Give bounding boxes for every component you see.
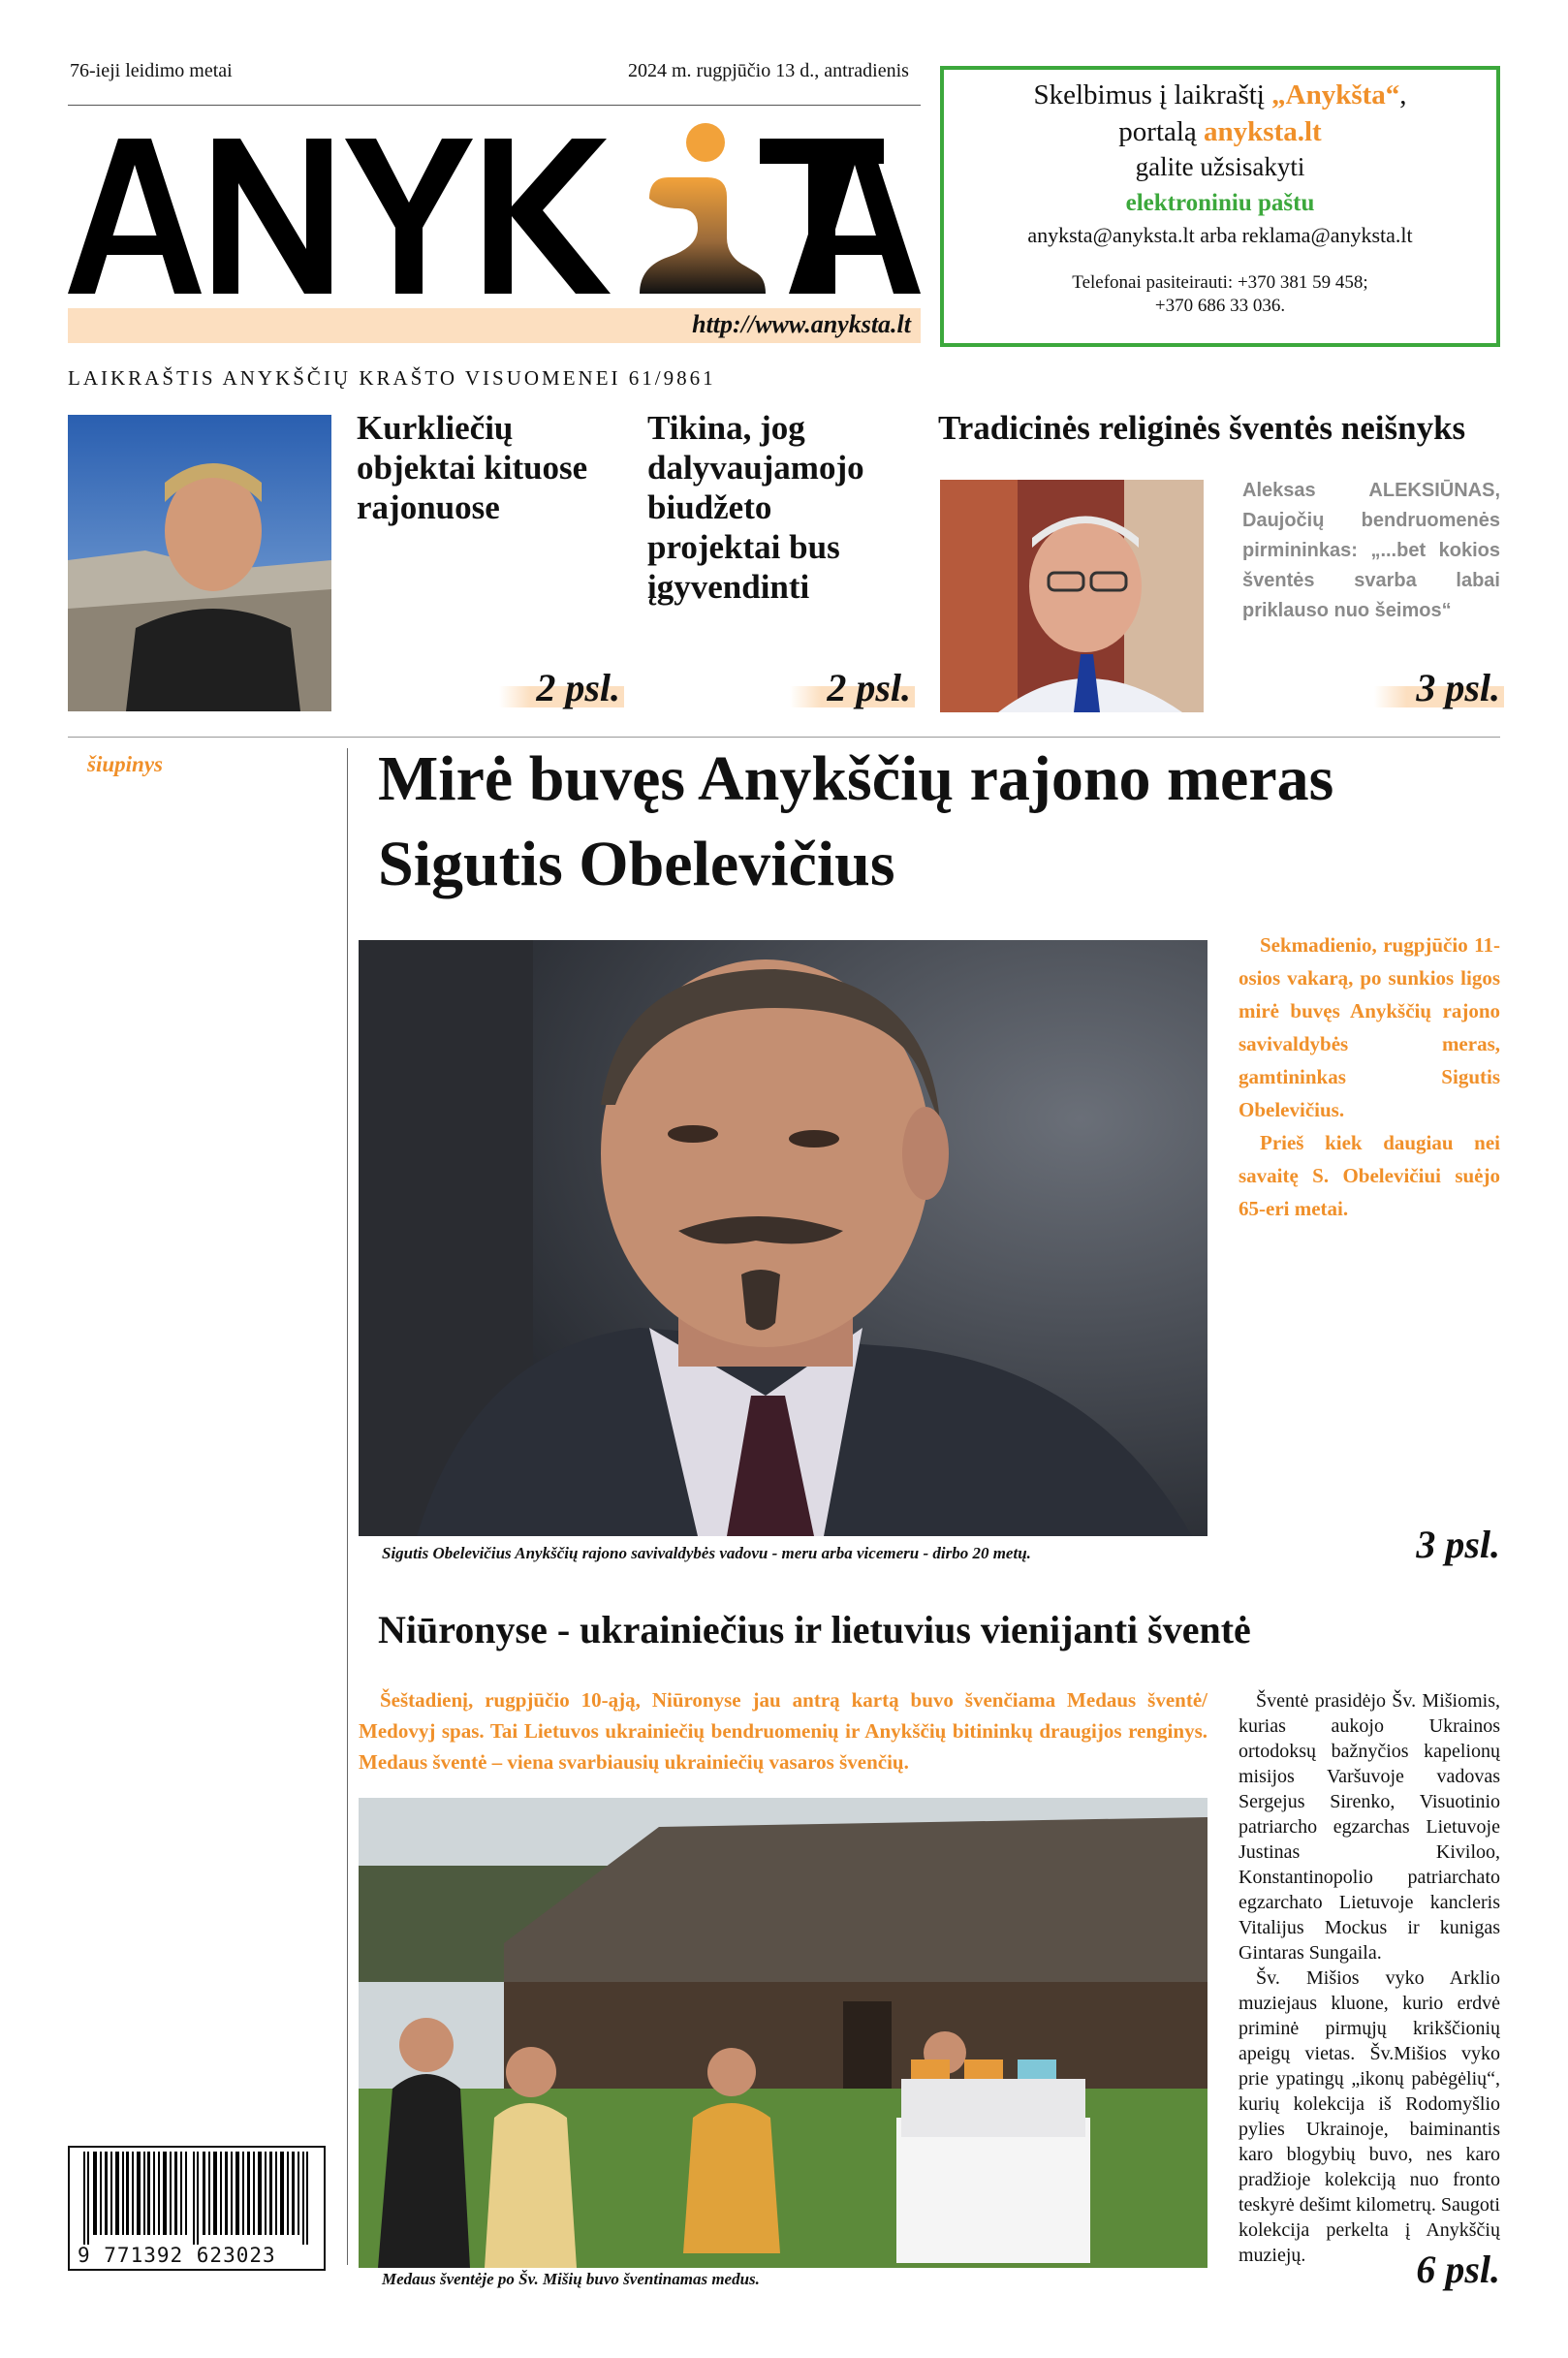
second-story-photo[interactable] [359,1798,1207,2268]
second-story-headline[interactable]: Niūronyse - ukrainiečius ir lietuvius vienijanti šventė [378,1608,1251,1651]
ad-line-4: elektroniniu paštu [1125,190,1315,217]
barcode-bars [70,2152,324,2247]
main-lead-paragraph-2: Prieš kiek daugiau nei savaitę S. Obelevičiui suėjo 65-eri metai. [1239,1131,1500,1220]
sidebar-vertical-rule [347,748,348,2265]
main-story-caption: Sigutis Obelevičius Anykščių rajono savivaldybės vadovu - meru arba vicemeru - dirbo 20 metų. [382,1544,1031,1562]
ad-line-2 [944,114,1496,151]
ad-line-1-text: Skelbimus į laikraštį [1033,79,1272,110]
site-url[interactable]: http://www.anyksta.lt [692,310,911,338]
ad-line-1 [944,78,1496,114]
second-story-page[interactable]: 6 psl. [1416,2248,1500,2291]
main-lead-paragraph-1: Sekmadienio, rugpjūčio 11-osios vakarą, po sunkios ligos mirė buvęs Anykščių rajono savivaldybės meras, gamtininkas Sigutis Obelevičius. [1239,933,1500,1121]
second-story-lead: Šeštadienį, rugpjūčio 10-ąją, Niūronyse jau antrą kartą buvo švenčiama Medaus šventė/ Medovyj spas. Tai Lietuvos ukrainiečių bendruomenių ir Anykščių bitininkų draugijos renginys. Medaus šventė – viena svarbiausių ukrainiečių vasaros švenčių. [359,1688,1207,1774]
teaser-2-headline[interactable]: Tikina, jog dalyvaujamojo biudžeto projektai bus įgyvendinti [647,409,864,606]
masthead-logo [68,121,921,296]
advertising-box [940,66,1500,347]
ad-brand-newspaper: „Anykšta“ [1271,79,1400,110]
ad-emails[interactable]: anyksta@anyksta.lt arba reklama@anyksta.lt [1027,222,1413,247]
speaker-portrait-image [940,480,1204,712]
teaser-3-photo[interactable] [940,480,1204,712]
url-bar [68,308,921,343]
quarry-portrait-image [68,415,331,711]
second-story-body [1239,1688,1500,2268]
teaser-1-headline[interactable]: Kurkliečių objektai kituose rajonuose [357,409,588,526]
sidebar-label: šiupinys [87,752,163,776]
teaser-3-headline[interactable]: Tradicinės religinės šventės neišnyks [938,409,1466,447]
teaser-2-page[interactable]: 2 psl. [790,669,915,707]
teaser-1-page[interactable]: 2 psl. [499,669,624,707]
teaser-3-quote: Aleksas ALEKSIŪNAS, Daujočių bendruomenės pirmininkas: „...bet kokios šventės svarba labai priklauso nuo šeimos“ [1242,480,1500,621]
masthead-rule [68,105,921,106]
issue-date: 2024 m. rugpjūčio 13 d., antradienis [628,60,909,81]
main-story-lead [1239,928,1500,1225]
main-story-page[interactable]: 3 psl. [1416,1523,1500,1566]
ad-line-1-suffix: , [1399,79,1407,110]
barcode [68,2146,326,2271]
mayor-portrait-image [359,940,1207,1536]
honey-festival-image [359,1798,1207,2268]
second-story-caption: Medaus šventėje po Šv. Mišių buvo šventinamas medus. [382,2270,760,2288]
ad-line-3: galite užsisakyti [1135,152,1305,182]
ad-line-2-text: portalą [1118,115,1205,147]
second-body-paragraph-1: Šventė prasidėjo Šv. Mišiomis, kurias aukojo Ukrainos ortodoksų bažnyčios kapelionų misijos Varšuvoje vadovas Sergejus Sirenko, Visuotinio patriarcho egzarchas Lietuvoje Justinas Kiviloo, Konstantinopolio patriarchato egzarchato Lietuvoje kancleris Vitalijus Mockus ir kunigas Gintaras Sungaila. [1239,1690,1500,1964]
teaser-1-photo[interactable] [68,415,331,711]
main-story-photo[interactable] [359,940,1207,1536]
newspaper-tagline: LAIKRAŠTIS ANYKŠČIŲ KRAŠTO VISUOMENEI 61/9861 [68,366,716,390]
ad-phones-2: +370 686 33 036. [1154,296,1286,317]
ad-phones-1: Telefonai pasiteirauti: +370 381 59 458; [1072,271,1368,293]
second-body-paragraph-2: Šv. Mišios vyko Arklio muziejaus kluone, kurio erdvė priminė pirmųjų krikščionių apeigų vietas. Šv.Mišios vyko prie ypatingų „ikonų pabėgėlių“, kurių kolekcija iš Rodomyšlio pylies Ukrainoje, baiminantis karo blogybių buvo, nes karo pradžioje kolekciją nuo fronto teskyrė dešimt kilometrų. Saugoti kolekcija perkelta į Anykščių muziejų. [1239,1967,1500,2266]
edition-year: 76-ieji leidimo metai [70,60,233,81]
logo-graphic [68,121,921,296]
teaser-3-page[interactable]: 3 psl. [1374,669,1504,707]
main-story-headline[interactable]: Mirė buvęs Anykščių rajono meras Sigutis Obelevičius [378,743,1334,899]
ad-brand-portal[interactable]: anyksta.lt [1204,115,1322,147]
barcode-digits: 9 771392 623023 [78,2244,276,2267]
